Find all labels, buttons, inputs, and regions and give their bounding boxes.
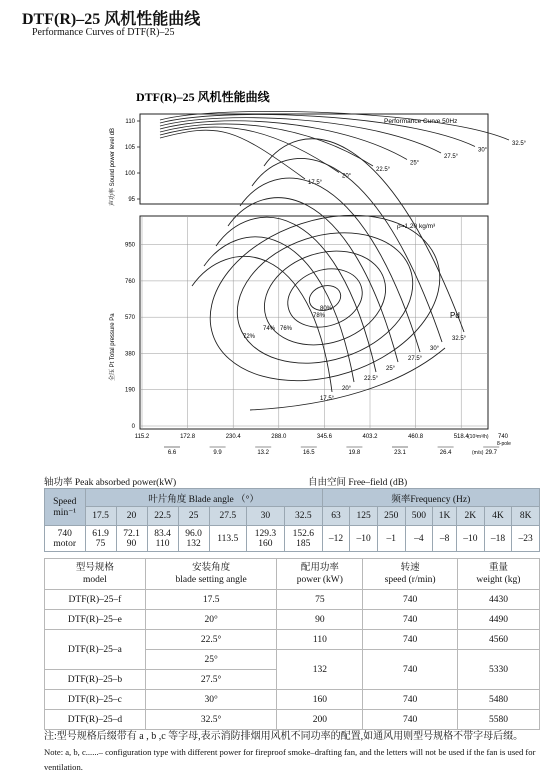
weight-cell: 4560 xyxy=(457,630,539,650)
efficiency-label: 76% xyxy=(280,326,293,332)
flow-tick-label: 345.6 xyxy=(316,434,332,440)
model-table-header-0 xyxy=(45,559,146,590)
table-row xyxy=(45,630,540,650)
table-row xyxy=(45,590,540,610)
speed-cell: 740 xyxy=(363,710,458,730)
efficiency-label: 72% xyxy=(243,334,256,340)
angle-header-0: 17.5 xyxy=(85,507,116,526)
header-en: weight (kg) xyxy=(476,575,521,585)
freq-header-0: 63 xyxy=(322,507,350,526)
speed-unit: min⁻¹ xyxy=(53,507,77,518)
motor-label: motor xyxy=(53,538,77,549)
angle-header-1: 20 xyxy=(116,507,147,526)
speed-tick-label: 6.6 xyxy=(167,450,177,456)
speed-tick-label: 23.1 xyxy=(394,450,406,456)
power-cell: 160 xyxy=(277,690,363,710)
sound-tick-label: 105 xyxy=(124,145,135,151)
weight-cell: 5580 xyxy=(457,710,539,730)
flow-tick-label: 460.8 xyxy=(408,434,424,440)
noise-caption: 自由空间 Free–field (dB) xyxy=(308,478,408,488)
subheader-row xyxy=(45,507,540,526)
header-en: model xyxy=(83,575,107,585)
chart-title: DTF(R)–25 风机性能曲线 xyxy=(136,90,270,104)
power-peak: 113.5 xyxy=(217,533,239,544)
sound-angle-label: 25° xyxy=(410,160,420,167)
performance-chart xyxy=(100,86,556,456)
angle-header-3: 25 xyxy=(178,507,209,526)
model-cell: DTF(R)–25–b xyxy=(45,670,146,690)
model-table-header xyxy=(45,559,540,590)
speed-unit-label: (m/s) xyxy=(472,450,484,456)
header-cn: 安装角度 xyxy=(192,563,231,573)
power-noise-table xyxy=(44,488,540,552)
sound-angle-label: 20° xyxy=(342,173,352,180)
angle-cell: 17.5 xyxy=(145,590,277,610)
power-peak: 152.6 xyxy=(292,528,314,539)
speed-cell xyxy=(45,526,86,552)
speed-tick-label: 9.9 xyxy=(213,450,222,456)
noise-value-cell: –1 xyxy=(377,526,405,552)
sound-angle-label: 27.5° xyxy=(444,154,459,160)
page-subtitle: Performance Curves of DTF(R)–25 xyxy=(32,27,175,38)
model-cell: DTF(R)–25–d xyxy=(45,710,146,730)
power-motor: 75 xyxy=(95,538,106,549)
power-peak: 129.3 xyxy=(254,528,277,539)
power-peak: 83.4 xyxy=(154,528,171,539)
angle-cell: 30° xyxy=(145,690,277,710)
freq-header-4: 1K xyxy=(433,507,457,526)
sound-tick-label: 100 xyxy=(124,171,135,177)
speed-cell: 740 xyxy=(363,650,458,690)
flow-tick-label: 230.4 xyxy=(225,434,241,440)
flow-tick-label: 288.0 xyxy=(271,434,287,440)
flow-tick-label: 115.2 xyxy=(134,434,150,440)
speed-tick-label: 26.4 xyxy=(439,450,452,456)
pole-label: 8-pole xyxy=(497,441,511,447)
model-table-header-3 xyxy=(363,559,458,590)
blade-angle-header: 叶片角度 Blade angle （°） xyxy=(85,489,322,507)
power-value-cell xyxy=(209,526,246,552)
pressure-curve xyxy=(216,217,376,372)
model-table-header-4 xyxy=(457,559,539,590)
noise-value-cell: –10 xyxy=(350,526,378,552)
header-cn: 配用功率 xyxy=(300,563,339,573)
speed-tick-label: 29.7 xyxy=(485,450,498,456)
pressure-grid xyxy=(125,216,488,430)
sound-angle-label: 32.5° xyxy=(512,141,527,147)
pressure-panel-frame xyxy=(140,216,488,429)
model-cell: DTF(R)–25–a xyxy=(45,630,146,670)
pressure-angle-label: 22.5° xyxy=(364,376,379,382)
power-motor: 185 xyxy=(296,538,311,549)
sound-angle-label: 17.5° xyxy=(308,180,323,186)
speed-cell: 740 xyxy=(363,690,458,710)
speed-cell: 740 xyxy=(363,610,458,630)
speed-header-cell xyxy=(45,489,86,526)
power-value-cell xyxy=(246,526,284,552)
model-table-header-2 xyxy=(277,559,363,590)
power-value-cell xyxy=(178,526,209,552)
freq-header-3: 500 xyxy=(405,507,433,526)
pressure-angle-label: 30° xyxy=(430,346,440,352)
efficiency-label: 80% xyxy=(320,306,333,312)
pd-label: Pd xyxy=(450,311,460,320)
noise-value-cell: –8 xyxy=(433,526,457,552)
sound-curve xyxy=(160,130,305,179)
header-cn: 重量 xyxy=(488,563,508,573)
flow-tick-label: 403.2 xyxy=(362,434,378,440)
sound-tick-label: 110 xyxy=(125,119,135,125)
power-value-cell xyxy=(85,526,116,552)
weight-cell: 5330 xyxy=(457,650,539,690)
sound-curve xyxy=(160,124,373,166)
speed-header: Speed xyxy=(53,496,77,507)
power-cell: 200 xyxy=(277,710,363,730)
page-title: DTF(R)–25 风机性能曲线 xyxy=(22,11,201,28)
sound-angle-label: 22.5° xyxy=(376,167,391,173)
pressure-tick-label: 190 xyxy=(124,387,135,394)
sound-panel-label: Performance Curve 50Hz xyxy=(384,118,458,125)
speed-cell: 740 xyxy=(363,630,458,650)
power-cell: 132 xyxy=(277,650,363,690)
power-row xyxy=(45,526,540,552)
efficiency-contour xyxy=(189,187,462,408)
angle-cell: 22.5° xyxy=(145,630,277,650)
note-chinese: 注:型号规格后缀带有 a , b ,c 等字母,表示消防排烟用风机不同功率的配置,如通风用则型号规格不带字母后缀。 xyxy=(44,731,524,742)
power-motor: 160 xyxy=(258,538,273,549)
sound-angle-label: 30° xyxy=(478,147,488,154)
header-cn: 转速 xyxy=(400,563,420,573)
table-row xyxy=(45,610,540,630)
angle-header-6: 32.5 xyxy=(284,507,322,526)
power-motor: 132 xyxy=(186,538,201,549)
speed-tick-label: 19.8 xyxy=(348,450,361,456)
speed-cell: 740 xyxy=(363,590,458,610)
pressure-tick-label: 380 xyxy=(124,351,135,358)
angle-cell: 32.5° xyxy=(145,710,277,730)
angle-header-5: 30 xyxy=(246,507,284,526)
freq-header-6: 4K xyxy=(484,507,512,526)
power-value-cell xyxy=(116,526,147,552)
sound-curves xyxy=(160,111,527,186)
power-caption: 轴功率 Peak absorbed power(kW) xyxy=(44,478,177,488)
speed-tick-label: 16.5 xyxy=(302,450,315,456)
sound-curve xyxy=(160,127,339,172)
x-axis xyxy=(135,434,511,456)
noise-value-cell: –10 xyxy=(457,526,485,552)
flow-unit-label: (10³m³/h) xyxy=(468,434,489,440)
noise-value-cell: –23 xyxy=(512,526,540,552)
power-peak: 72.1 xyxy=(123,528,140,539)
pressure-tick-label: 950 xyxy=(124,242,135,249)
angle-cell: 27.5° xyxy=(145,670,277,690)
efficiency-contour xyxy=(280,260,370,337)
header-en: blade setting angle xyxy=(175,575,247,585)
header-en: power (kW) xyxy=(296,575,343,585)
sound-ylabel: 声功率 Sound power level dB xyxy=(110,127,116,206)
pressure-angle-label: 20° xyxy=(342,386,352,392)
weight-cell: 4430 xyxy=(457,590,539,610)
table-row xyxy=(45,690,540,710)
power-cell: 90 xyxy=(277,610,363,630)
power-motor: 90 xyxy=(126,538,137,549)
note-english: Note: a, b, c......– configuration type with different power for fireproof smoke–drafting fan, and the letters will not be used if the fan is used for ventilation. xyxy=(44,747,536,772)
power-cell: 75 xyxy=(277,590,363,610)
model-cell: DTF(R)–25–c xyxy=(45,690,146,710)
sound-ticks xyxy=(125,119,140,203)
flow-tick-label: 740 xyxy=(498,434,509,440)
freq-header-1: 125 xyxy=(350,507,378,526)
performance-chart-svg xyxy=(100,86,556,456)
angle-header-2: 22.5 xyxy=(147,507,178,526)
angle-header-4: 27.5 xyxy=(209,507,246,526)
efficiency-contours xyxy=(189,187,462,408)
angle-cell: 20° xyxy=(145,610,277,630)
weight-cell: 5480 xyxy=(457,690,539,710)
efficiency-label: 74% xyxy=(263,326,276,332)
pressure-angle-label: 27.5° xyxy=(408,356,423,362)
power-peak: 61.9 xyxy=(92,528,109,539)
sound-curve xyxy=(160,121,407,160)
pressure-tick-label: 570 xyxy=(124,315,135,322)
power-cell: 110 xyxy=(277,630,363,650)
freq-header-7: 8K xyxy=(512,507,540,526)
pressure-tick-label: 0 xyxy=(131,424,135,430)
pressure-tick-label: 760 xyxy=(124,278,135,285)
model-cell: DTF(R)–25–e xyxy=(45,610,146,630)
freq-header-2: 250 xyxy=(377,507,405,526)
angle-cell: 25° xyxy=(145,650,277,670)
flow-tick-label: 172.8 xyxy=(180,434,196,440)
pressure-angle-label: 17.5° xyxy=(320,396,335,402)
pressure-angle-label: 32.5° xyxy=(452,336,467,342)
model-table-header-1 xyxy=(145,559,277,590)
pressure-curve xyxy=(192,256,332,392)
model-cell: DTF(R)–25–f xyxy=(45,590,146,610)
speed-tick-label: 13.2 xyxy=(257,450,270,456)
noise-value-cell: –4 xyxy=(405,526,433,552)
power-motor: 110 xyxy=(155,538,170,549)
header-cn: 型号规格 xyxy=(75,563,114,573)
pressure-ylabel: 全压 Pt Total pressure Pa xyxy=(110,313,116,381)
density-label: ρ=1.20 kg/m³ xyxy=(397,223,436,230)
frequency-header: 频率Frequency (Hz) xyxy=(322,489,539,507)
power-peak: 96.0 xyxy=(185,528,202,539)
pressure-angle-label: 25° xyxy=(386,366,396,372)
freq-header-5: 2K xyxy=(457,507,485,526)
flow-tick-label: 518.4 xyxy=(453,434,469,440)
efficiency-label: 78% xyxy=(313,313,326,319)
speed-value: 740 xyxy=(57,528,72,539)
model-table xyxy=(44,558,540,730)
header-en: speed (r/min) xyxy=(384,575,436,585)
sound-tick-label: 95 xyxy=(128,197,135,203)
power-value-cell xyxy=(284,526,322,552)
power-value-cell xyxy=(147,526,178,552)
weight-cell: 4490 xyxy=(457,610,539,630)
noise-value-cell: –12 xyxy=(322,526,350,552)
noise-value-cell: –18 xyxy=(484,526,512,552)
